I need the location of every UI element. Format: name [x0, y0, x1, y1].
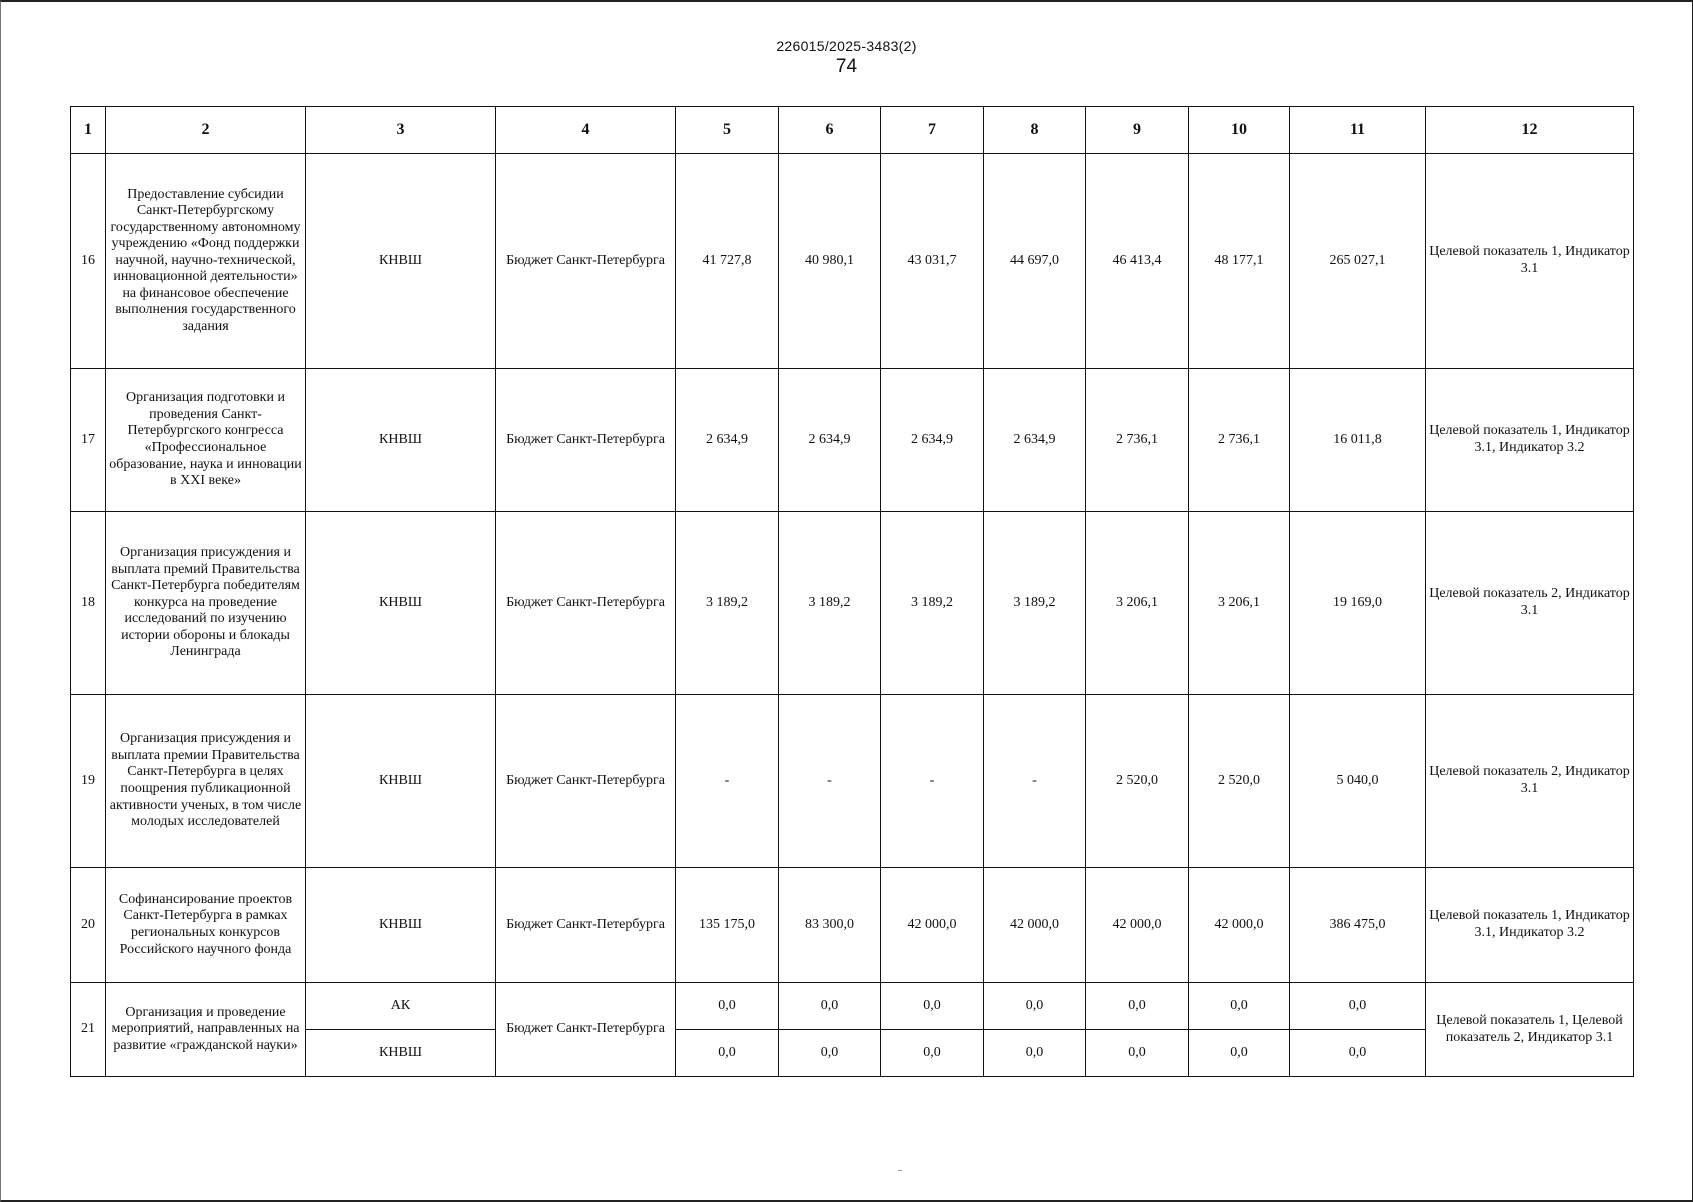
value-total: 0,0	[1290, 1030, 1426, 1077]
value-col5: -	[676, 695, 779, 868]
value-col6: 40 980,1	[779, 154, 881, 369]
value-col10: 3 206,1	[1189, 512, 1290, 695]
value-col5: 41 727,8	[676, 154, 779, 369]
value-col5: 0,0	[676, 1030, 779, 1077]
row-number: 17	[71, 369, 106, 512]
executor: КНВШ	[306, 695, 496, 868]
table-row	[71, 983, 1634, 1030]
table-row	[71, 1030, 1634, 1077]
column-header: 10	[1189, 107, 1290, 154]
indicators: Целевой показатель 2, Индикатор 3.1	[1426, 695, 1634, 868]
value-total: 16 011,8	[1290, 369, 1426, 512]
activity-name: Софинансирование проектов Санкт-Петербурга в рамках региональных конкурсов Российского научного фонда	[106, 868, 306, 983]
table-row	[71, 369, 1634, 512]
value-col9: 46 413,4	[1086, 154, 1189, 369]
column-header: 6	[779, 107, 881, 154]
column-header: 12	[1426, 107, 1634, 154]
value-col6: 0,0	[779, 983, 881, 1030]
value-col6: 0,0	[779, 1030, 881, 1077]
row-number: 21	[71, 983, 106, 1077]
funding-source: Бюджет Санкт-Петербурга	[496, 983, 676, 1077]
column-header: 7	[881, 107, 984, 154]
value-col5: 3 189,2	[676, 512, 779, 695]
value-col7: 3 189,2	[881, 512, 984, 695]
funding-source: Бюджет Санкт-Петербурга	[496, 512, 676, 695]
value-col7: 0,0	[881, 983, 984, 1030]
page-number: 74	[835, 56, 858, 77]
activity-name: Организация и проведение мероприятий, направленных на развитие «гражданской науки»	[106, 983, 306, 1077]
column-header: 9	[1086, 107, 1189, 154]
document-registration-number: 226015/2025-3483(2)	[776, 38, 917, 54]
value-col9: 0,0	[1086, 1030, 1189, 1077]
executor: АК	[306, 983, 496, 1030]
value-col7: -	[881, 695, 984, 868]
value-col5: 2 634,9	[676, 369, 779, 512]
value-col9: 2 736,1	[1086, 369, 1189, 512]
executor: КНВШ	[306, 369, 496, 512]
value-total: 5 040,0	[1290, 695, 1426, 868]
executor: КНВШ	[306, 512, 496, 695]
executor: КНВШ	[306, 1030, 496, 1077]
value-col8: 0,0	[984, 1030, 1086, 1077]
value-col7: 0,0	[881, 1030, 984, 1077]
table-row	[71, 512, 1634, 695]
table-row	[71, 695, 1634, 868]
value-col6: 83 300,0	[779, 868, 881, 983]
value-col6: 2 634,9	[779, 369, 881, 512]
executor: КНВШ	[306, 868, 496, 983]
value-col8: 0,0	[984, 983, 1086, 1030]
value-col10: 48 177,1	[1189, 154, 1290, 369]
indicators: Целевой показатель 2, Индикатор 3.1	[1426, 512, 1634, 695]
row-number: 18	[71, 512, 106, 695]
column-header: 3	[306, 107, 496, 154]
value-col10: 42 000,0	[1189, 868, 1290, 983]
indicators: Целевой показатель 1, Индикатор 3.1, Индикатор 3.2	[1426, 868, 1634, 983]
value-col8: 3 189,2	[984, 512, 1086, 695]
value-col6: 3 189,2	[779, 512, 881, 695]
column-header: 11	[1290, 107, 1426, 154]
indicators: Целевой показатель 1, Целевой показатель 2, Индикатор 3.1	[1426, 983, 1634, 1077]
value-col8: 42 000,0	[984, 868, 1086, 983]
value-col10: 0,0	[1189, 1030, 1290, 1077]
value-col8: 2 634,9	[984, 369, 1086, 512]
value-col9: 42 000,0	[1086, 868, 1189, 983]
value-col9: 3 206,1	[1086, 512, 1189, 695]
value-col10: 2 520,0	[1189, 695, 1290, 868]
activity-name: Организация подготовки и проведения Санкт-Петербургского конгресса «Профессиональное образование, наука и инновации в XXI веке»	[106, 369, 306, 512]
column-header: 4	[496, 107, 676, 154]
value-total: 265 027,1	[1290, 154, 1426, 369]
column-header: 5	[676, 107, 779, 154]
column-header: 8	[984, 107, 1086, 154]
column-header: 2	[106, 107, 306, 154]
column-header: 1	[71, 107, 106, 154]
funding-source: Бюджет Санкт-Петербурга	[496, 154, 676, 369]
funding-source: Бюджет Санкт-Петербурга	[496, 369, 676, 512]
funding-source: Бюджет Санкт-Петербурга	[496, 695, 676, 868]
table-row	[71, 154, 1634, 369]
value-col5: 0,0	[676, 983, 779, 1030]
activity-name: Предоставление субсидии Санкт-Петербургскому государственному автономному учреждению «Фонд поддержки научной, научно-технической, инновационной деятельности» на финансовое обеспечение выполнения государственного задания	[106, 154, 306, 369]
value-col8: 44 697,0	[984, 154, 1086, 369]
value-total: 0,0	[1290, 983, 1426, 1030]
executor: КНВШ	[306, 154, 496, 369]
funding-source: Бюджет Санкт-Петербурга	[496, 868, 676, 983]
table-row	[71, 868, 1634, 983]
activity-name: Организация присуждения и выплата премий Правительства Санкт-Петербурга победителям конкурса на проведение исследований по изучению истории обороны и блокады Ленинграда	[106, 512, 306, 695]
row-number: 16	[71, 154, 106, 369]
activity-name: Организация присуждения и выплата премии Правительства Санкт-Петербурга в целях поощрения публикационной активности ученых, в том числе молодых исследователей	[106, 695, 306, 868]
value-col5: 135 175,0	[676, 868, 779, 983]
row-number: 20	[71, 868, 106, 983]
value-col10: 0,0	[1189, 983, 1290, 1030]
value-col10: 2 736,1	[1189, 369, 1290, 512]
value-total: 386 475,0	[1290, 868, 1426, 983]
scan-speck	[898, 1170, 902, 1171]
value-col9: 0,0	[1086, 983, 1189, 1030]
value-col7: 42 000,0	[881, 868, 984, 983]
program-activities-table	[70, 106, 1634, 1077]
indicators: Целевой показатель 1, Индикатор 3.1	[1426, 154, 1634, 369]
value-col9: 2 520,0	[1086, 695, 1189, 868]
row-number: 19	[71, 695, 106, 868]
value-col6: -	[779, 695, 881, 868]
value-col7: 2 634,9	[881, 369, 984, 512]
value-col8: -	[984, 695, 1086, 868]
indicators: Целевой показатель 1, Индикатор 3.1, Индикатор 3.2	[1426, 369, 1634, 512]
value-total: 19 169,0	[1290, 512, 1426, 695]
value-col7: 43 031,7	[881, 154, 984, 369]
table-header-row	[71, 107, 1634, 154]
